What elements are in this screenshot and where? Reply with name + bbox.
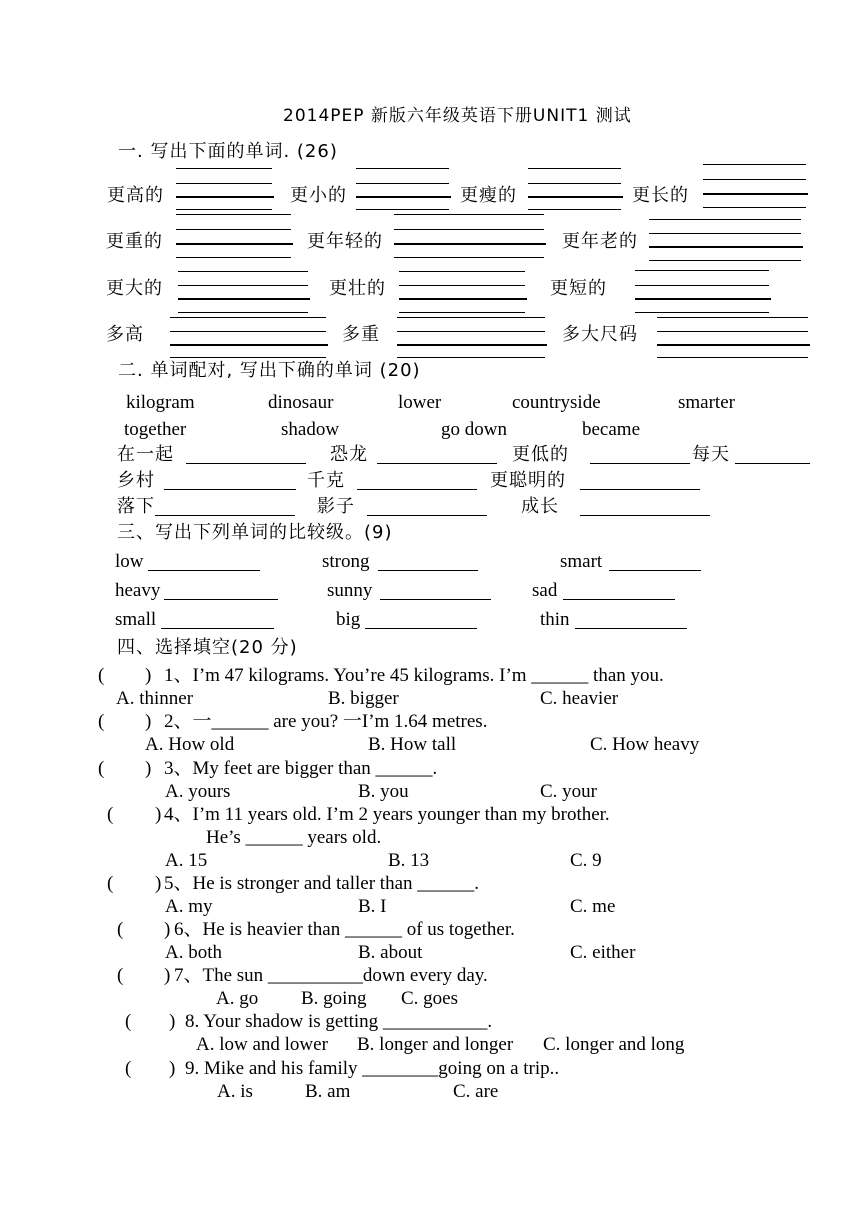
option-c: C. your: [540, 781, 597, 802]
answer-line[interactable]: [357, 489, 477, 490]
word-prompt: 更小的: [290, 185, 347, 206]
section4-heading: 四、选择填空(20 分): [117, 637, 298, 658]
answer-line: [649, 260, 801, 261]
comparative-word: big: [336, 609, 361, 630]
answer-line[interactable]: [397, 344, 547, 346]
option-c: C. me: [570, 896, 616, 917]
answer-paren-close: ): [145, 711, 152, 732]
question-stem: 6、He is heavier than ______ of us together.: [174, 919, 515, 940]
word-prompt: 更瘦的: [460, 185, 517, 206]
option-b: B. I: [358, 896, 387, 917]
question-stem: 2、一______ are you? 一I’m 1.64 metres.: [164, 711, 488, 732]
answer-line: [399, 271, 525, 272]
option-a: A. thinner: [116, 688, 194, 709]
answer-line: [703, 179, 806, 180]
answer-line[interactable]: [394, 243, 546, 245]
answer-paren-open: (: [98, 665, 105, 686]
answer-paren-open: (: [125, 1011, 132, 1032]
answer-line[interactable]: [367, 515, 487, 516]
answer-paren-open: (: [125, 1058, 132, 1079]
answer-line: [176, 214, 291, 215]
answer-paren-close: ): [169, 1011, 176, 1032]
option-a: A. my: [165, 896, 213, 917]
answer-line: [170, 357, 326, 358]
question-stem: 7、The sun __________down every day.: [174, 965, 488, 986]
answer-paren-open: (: [107, 873, 114, 894]
answer-line: [528, 183, 621, 184]
answer-paren-close: ): [164, 919, 171, 940]
answer-line: [635, 270, 769, 271]
match-prompt: 影子: [317, 496, 355, 517]
answer-line: [176, 183, 272, 184]
word-prompt: 更高的: [107, 185, 164, 206]
answer-line[interactable]: [356, 196, 451, 198]
option-a: A. go: [216, 988, 259, 1009]
word-prompt: 多高: [106, 324, 144, 345]
answer-line: [397, 317, 545, 318]
answer-line: [394, 257, 544, 258]
answer-line[interactable]: [164, 599, 278, 600]
answer-line: [170, 331, 326, 332]
answer-line: [356, 209, 449, 210]
answer-line[interactable]: [186, 463, 306, 464]
comparative-word: strong: [322, 551, 370, 572]
option-c: C. longer and long: [543, 1034, 685, 1055]
match-prompt: 恐龙: [330, 444, 368, 465]
question-stem: 9. Mike and his family ________going on a trip..: [185, 1058, 560, 1079]
answer-line[interactable]: [735, 463, 810, 464]
answer-line[interactable]: [155, 515, 295, 516]
answer-line[interactable]: [590, 463, 690, 464]
option-b: B. longer and longer: [357, 1034, 514, 1055]
word-prompt: 更壮的: [329, 278, 386, 299]
answer-line: [178, 285, 308, 286]
match-prompt: 在一起: [117, 444, 174, 465]
option-a: A. yours: [165, 781, 231, 802]
answer-line: [649, 219, 801, 220]
answer-line[interactable]: [377, 463, 497, 464]
answer-line[interactable]: [703, 193, 808, 195]
option-c: C. heavier: [540, 688, 619, 709]
option-c: C. How heavy: [590, 734, 700, 755]
answer-line: [170, 317, 326, 318]
answer-paren-open: (: [107, 804, 114, 825]
answer-line[interactable]: [635, 298, 771, 300]
answer-line: [657, 317, 808, 318]
answer-line[interactable]: [657, 344, 810, 346]
question-stem-continued: He’s ______ years old.: [206, 827, 382, 848]
match-prompt: 更聪明的: [490, 470, 566, 491]
match-prompt: 千克: [307, 470, 345, 491]
word-prompt: 更年老的: [562, 231, 638, 252]
word-option: kilogram: [126, 392, 195, 413]
answer-line: [394, 229, 544, 230]
answer-line: [176, 209, 272, 210]
word-option: dinosaur: [268, 392, 334, 413]
answer-line[interactable]: [161, 628, 274, 629]
option-a: A. 15: [165, 850, 208, 871]
answer-line: [394, 214, 544, 215]
answer-line[interactable]: [365, 628, 477, 629]
word-option: lower: [398, 392, 442, 413]
answer-line: [528, 168, 621, 169]
answer-paren-close: ): [169, 1058, 176, 1079]
comparative-word: heavy: [115, 580, 161, 601]
answer-line: [397, 357, 545, 358]
option-a: A. both: [165, 942, 222, 963]
answer-line[interactable]: [164, 489, 296, 490]
option-c: C. 9: [570, 850, 602, 871]
answer-line[interactable]: [580, 515, 710, 516]
word-option: go down: [441, 419, 507, 440]
option-b: B. 13: [388, 850, 430, 871]
comparative-word: low: [115, 551, 144, 572]
word-prompt: 更长的: [632, 185, 689, 206]
answer-line: [399, 312, 525, 313]
option-b: B. going: [301, 988, 367, 1009]
word-option: shadow: [281, 419, 340, 440]
answer-line[interactable]: [649, 246, 803, 248]
comparative-word: smart: [560, 551, 603, 572]
question-stem: 8. Your shadow is getting ___________.: [185, 1011, 493, 1032]
answer-line[interactable]: [575, 628, 687, 629]
answer-line[interactable]: [380, 599, 491, 600]
option-b: B. bigger: [328, 688, 399, 709]
word-prompt: 多大尺码: [562, 324, 638, 345]
match-prompt: 乡村: [117, 470, 155, 491]
answer-line[interactable]: [170, 344, 328, 346]
option-b: B. you: [358, 781, 409, 802]
question-stem: 1、I’m 47 kilograms. You’re 45 kilograms. I’m ______ than you.: [164, 665, 664, 686]
option-c: C. either: [570, 942, 636, 963]
answer-line: [356, 168, 449, 169]
word-option: smarter: [678, 392, 735, 413]
match-prompt: 落下: [117, 496, 155, 517]
match-prompt: 更低的: [512, 444, 569, 465]
answer-paren-close: ): [145, 665, 152, 686]
answer-line: [649, 233, 801, 234]
option-c: C. are: [453, 1081, 499, 1102]
option-a: A. is: [217, 1081, 253, 1102]
answer-line: [657, 357, 808, 358]
answer-line: [635, 285, 769, 286]
word-prompt: 更年轻的: [307, 231, 383, 252]
answer-paren-open: (: [117, 965, 124, 986]
option-a: A. low and lower: [196, 1034, 328, 1055]
answer-line: [178, 312, 308, 313]
word-prompt: 更大的: [106, 278, 163, 299]
answer-line: [178, 271, 308, 272]
section2-heading: 二. 单词配对, 写出下确的单词 (20): [118, 360, 421, 381]
match-prompt: 成长: [521, 496, 559, 517]
word-option: together: [124, 419, 187, 440]
answer-line[interactable]: [148, 570, 260, 571]
option-a: A. How old: [145, 734, 235, 755]
word-prompt: 更短的: [550, 278, 607, 299]
comparative-word: sunny: [327, 580, 373, 601]
word-option: countryside: [512, 392, 601, 413]
answer-line[interactable]: [176, 243, 293, 245]
match-prompt: 每天: [692, 444, 730, 465]
answer-line: [176, 168, 272, 169]
answer-paren-open: (: [117, 919, 124, 940]
answer-line[interactable]: [176, 196, 274, 198]
word-prompt: 多重: [342, 324, 380, 345]
word-option: became: [582, 419, 641, 440]
answer-line[interactable]: [563, 599, 675, 600]
question-stem: 3、My feet are bigger than ______.: [164, 758, 438, 779]
answer-line: [528, 209, 621, 210]
answer-line[interactable]: [178, 298, 310, 300]
answer-paren-open: (: [98, 711, 105, 732]
answer-line[interactable]: [399, 298, 527, 300]
option-b: B. about: [358, 942, 423, 963]
comparative-word: sad: [532, 580, 558, 601]
answer-line[interactable]: [609, 570, 701, 571]
answer-paren-close: ): [145, 758, 152, 779]
answer-line: [397, 331, 545, 332]
answer-paren-open: (: [98, 758, 105, 779]
answer-line[interactable]: [580, 489, 700, 490]
answer-line: [657, 331, 808, 332]
answer-line[interactable]: [378, 570, 478, 571]
answer-paren-close: ): [164, 965, 171, 986]
answer-paren-close: ): [155, 804, 162, 825]
comparative-word: small: [115, 609, 157, 630]
answer-line[interactable]: [528, 196, 623, 198]
section1-heading: 一. 写出下面的单词. (26): [118, 141, 338, 162]
question-stem: 4、I’m 11 years old. I’m 2 years younger than my brother.: [164, 804, 610, 825]
question-stem: 5、He is stronger and taller than ______.: [164, 873, 480, 894]
answer-line: [356, 183, 449, 184]
comparative-word: thin: [540, 609, 570, 630]
answer-paren-close: ): [155, 873, 162, 894]
answer-line: [703, 164, 806, 165]
worksheet-title: 2014PEP 新版六年级英语下册UNIT1 测试: [283, 106, 632, 126]
option-b: B. How tall: [368, 734, 457, 755]
option-c: C. goes: [401, 988, 458, 1009]
answer-line: [399, 285, 525, 286]
answer-line: [176, 257, 291, 258]
option-b: B. am: [305, 1081, 351, 1102]
section3-heading: 三、写出下列单词的比较级。(9): [117, 522, 393, 543]
answer-line: [635, 312, 769, 313]
word-prompt: 更重的: [106, 231, 163, 252]
answer-line: [703, 207, 806, 208]
answer-line: [176, 229, 291, 230]
